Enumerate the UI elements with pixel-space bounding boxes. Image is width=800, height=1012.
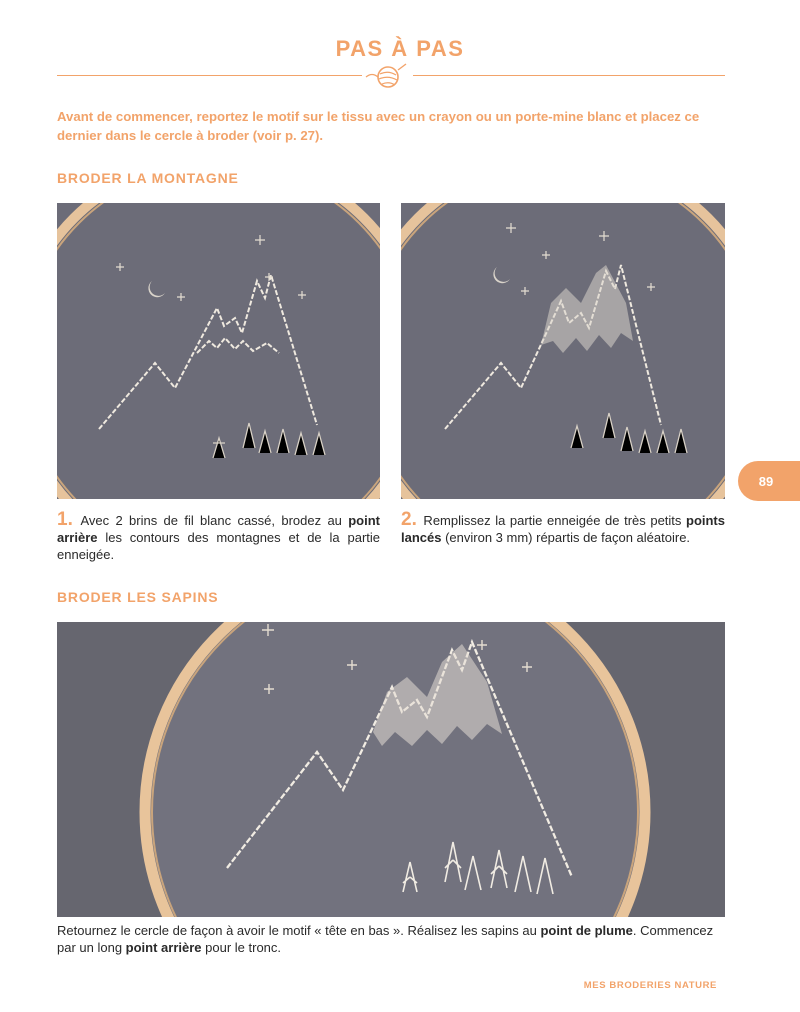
step3-text-b: . Commencez par un long xyxy=(57,923,714,955)
step1-bold: point arrière xyxy=(57,513,380,545)
step1-caption xyxy=(57,511,380,563)
step2-number: 2. xyxy=(401,509,417,530)
step3-bold-b: point arrière xyxy=(125,940,202,955)
step3-caption xyxy=(57,922,725,956)
section-title-trees: BRODER LES SAPINS xyxy=(57,589,219,605)
step3-bold-a: point de plume xyxy=(540,923,633,938)
step2-text-a: Remplissez la partie enneigée de très petits xyxy=(418,513,686,528)
page-number-tab: 89 xyxy=(738,461,800,501)
step2-photo xyxy=(401,203,725,499)
step3-text-c: pour le tronc. xyxy=(201,940,282,955)
step3-text-a: Retournez le cercle de façon à avoir le motif « tête en bas ». Réalisez les sapins au xyxy=(57,923,541,938)
footer-book-title: MES BRODERIES NATURE xyxy=(583,980,717,991)
title-rule-right xyxy=(413,75,725,76)
title-rule-left xyxy=(57,75,362,76)
step1-photo xyxy=(57,203,380,499)
step2-bold: points lancés xyxy=(401,513,725,545)
step1-text-a: Avec 2 brins de fil blanc cassé, brodez au xyxy=(74,513,349,528)
step3-photo xyxy=(57,622,725,917)
step2-text-b: (environ 3 mm) répartis de façon aléatoire. xyxy=(441,530,691,545)
yarn-ball-icon xyxy=(362,58,414,94)
page-title: PAS À PAS xyxy=(335,36,465,61)
step1-number: 1. xyxy=(57,509,73,530)
step2-caption xyxy=(401,511,725,546)
intro-text: Avant de commencer, reportez le motif sur le tissu avec un crayon ou un porte-mine blanc et placez ce dernier dans le cercle à broder (voir p. 27). xyxy=(57,109,700,143)
step1-text-b: les contours des montagnes et de la partie enneigée. xyxy=(57,530,380,562)
section-title-mountain: BRODER LA MONTAGNE xyxy=(57,170,239,186)
